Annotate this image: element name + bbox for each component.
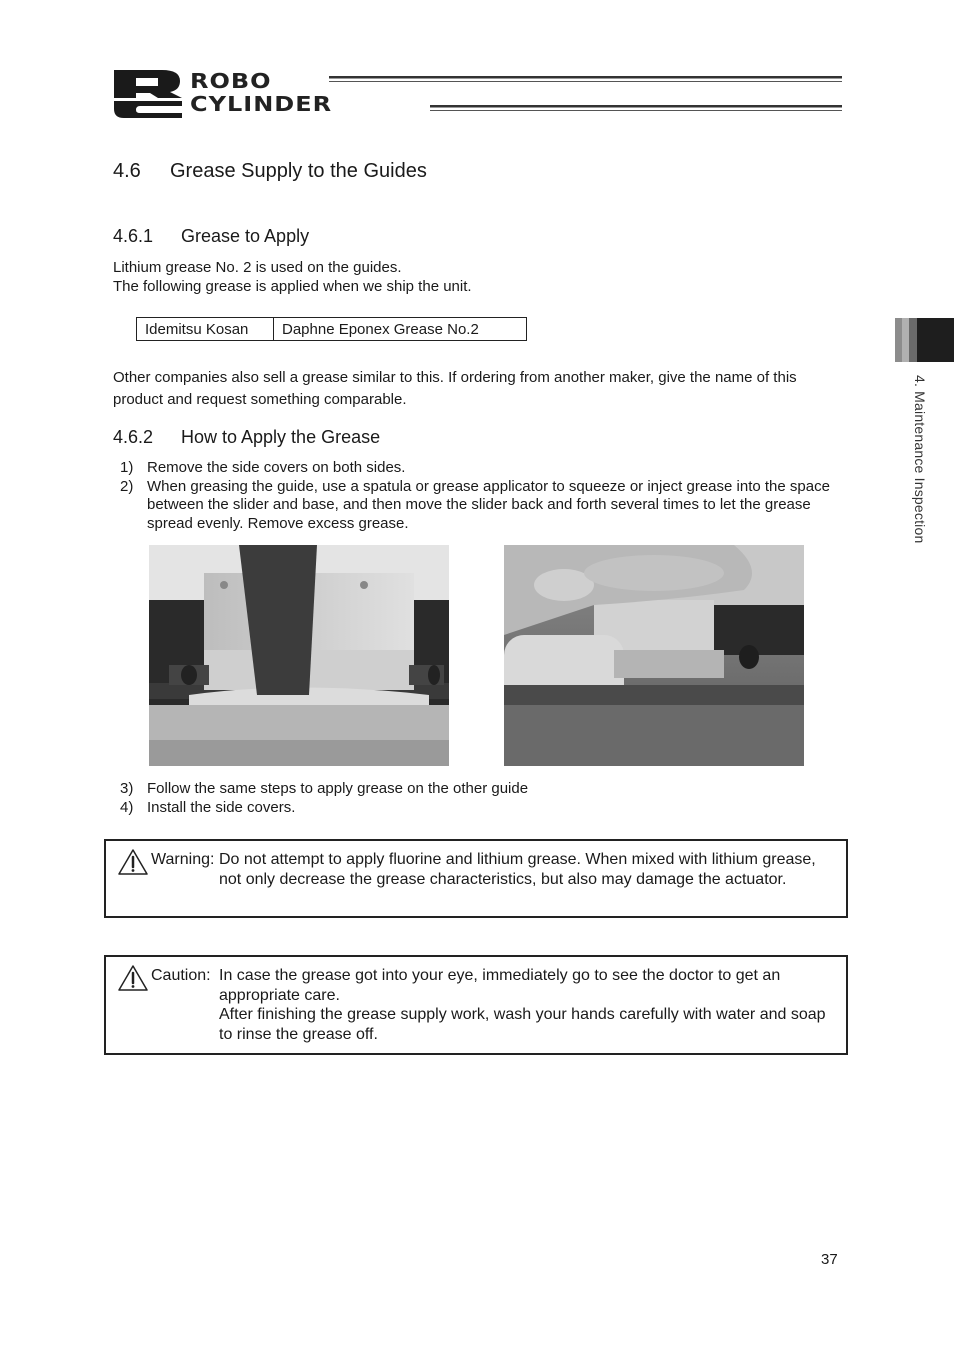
warning-label: Warning: <box>151 851 215 868</box>
step-text: Remove the side covers on both sides. <box>147 459 406 476</box>
list-item <box>120 459 840 478</box>
step-text: When greasing the guide, use a spatula or grease applicator to squeeze or inject grease into the space between the slider and base, and then move the slider back and forth several times to let the grease spread evenly. Remove excess grease. <box>147 477 830 532</box>
subsection-number: 4.6.1 <box>113 226 154 246</box>
subsection-number: 4.6.2 <box>113 427 154 447</box>
subsection-heading-how-to-apply <box>113 427 380 448</box>
photo-spatula-greasing <box>149 545 449 766</box>
list-item <box>120 478 840 534</box>
subsection-title: How to Apply the Grease <box>181 427 381 447</box>
caution-box <box>104 955 848 1055</box>
step-number: 3) <box>120 780 134 797</box>
warning-text: Do not attempt to apply fluorine and lithium grease. When mixed with lithium grease, not only decrease the grease characteristics, but also may damage the actuator. <box>219 851 816 888</box>
table-row <box>137 318 527 341</box>
step-text: Install the side covers. <box>147 798 296 816</box>
grease-table <box>136 317 527 341</box>
list-item <box>120 780 840 799</box>
step-text: Follow the same steps to apply grease on the other guide <box>147 780 529 797</box>
caution-text-line2: After finishing the grease supply work, wash your hands carefully with water and soap to rinse the grease off. <box>219 1006 826 1043</box>
chapter-tab-marker <box>895 318 954 362</box>
warning-triangle-icon <box>118 965 148 991</box>
warning-triangle-icon <box>118 849 148 875</box>
robo-cylinder-logo <box>112 68 842 120</box>
header-rule-lines <box>112 68 842 120</box>
caution-label: Caution: <box>151 967 211 984</box>
logo-text-robo: ROBO <box>190 69 272 94</box>
steps-list-bottom <box>120 780 840 817</box>
table-cell-maker: Idemitsu Kosan <box>137 318 274 341</box>
paragraph-grease-type: Lithium grease No. 2 is used on the guides. <box>113 259 402 276</box>
subsection-heading-grease-to-apply <box>113 226 309 247</box>
photo-applicator-greasing <box>504 545 804 766</box>
step-number: 2) <box>120 477 134 495</box>
steps-list-top <box>120 459 840 533</box>
paragraph-other-makers-1: Other companies also sell a grease similar to this. If ordering from another maker, give the name of this <box>113 369 797 386</box>
paragraph-other-makers-2: product and request something comparable. <box>113 391 407 408</box>
logo-text-cylinder: CYLINDER <box>190 92 333 117</box>
chapter-side-label: 4. Maintenance Inspection <box>912 375 928 544</box>
section-number: 4.6 <box>113 160 141 182</box>
page-number: 37 <box>821 1251 838 1268</box>
section-heading <box>113 160 427 183</box>
paragraph-grease-shipped: The following grease is applied when we ship the unit. <box>113 278 472 295</box>
warning-box <box>104 839 848 918</box>
list-item <box>120 799 840 818</box>
step-number: 1) <box>120 459 134 476</box>
table-cell-product: Daphne Eponex Grease No.2 <box>274 318 527 341</box>
subsection-title: Grease to Apply <box>181 226 310 246</box>
step-number: 4) <box>120 798 134 816</box>
section-title: Grease Supply to the Guides <box>170 160 427 182</box>
caution-text-line1: In case the grease got into your eye, immediately go to see the doctor to get an appropriate care. <box>219 967 781 1004</box>
caution-text <box>219 966 834 1044</box>
